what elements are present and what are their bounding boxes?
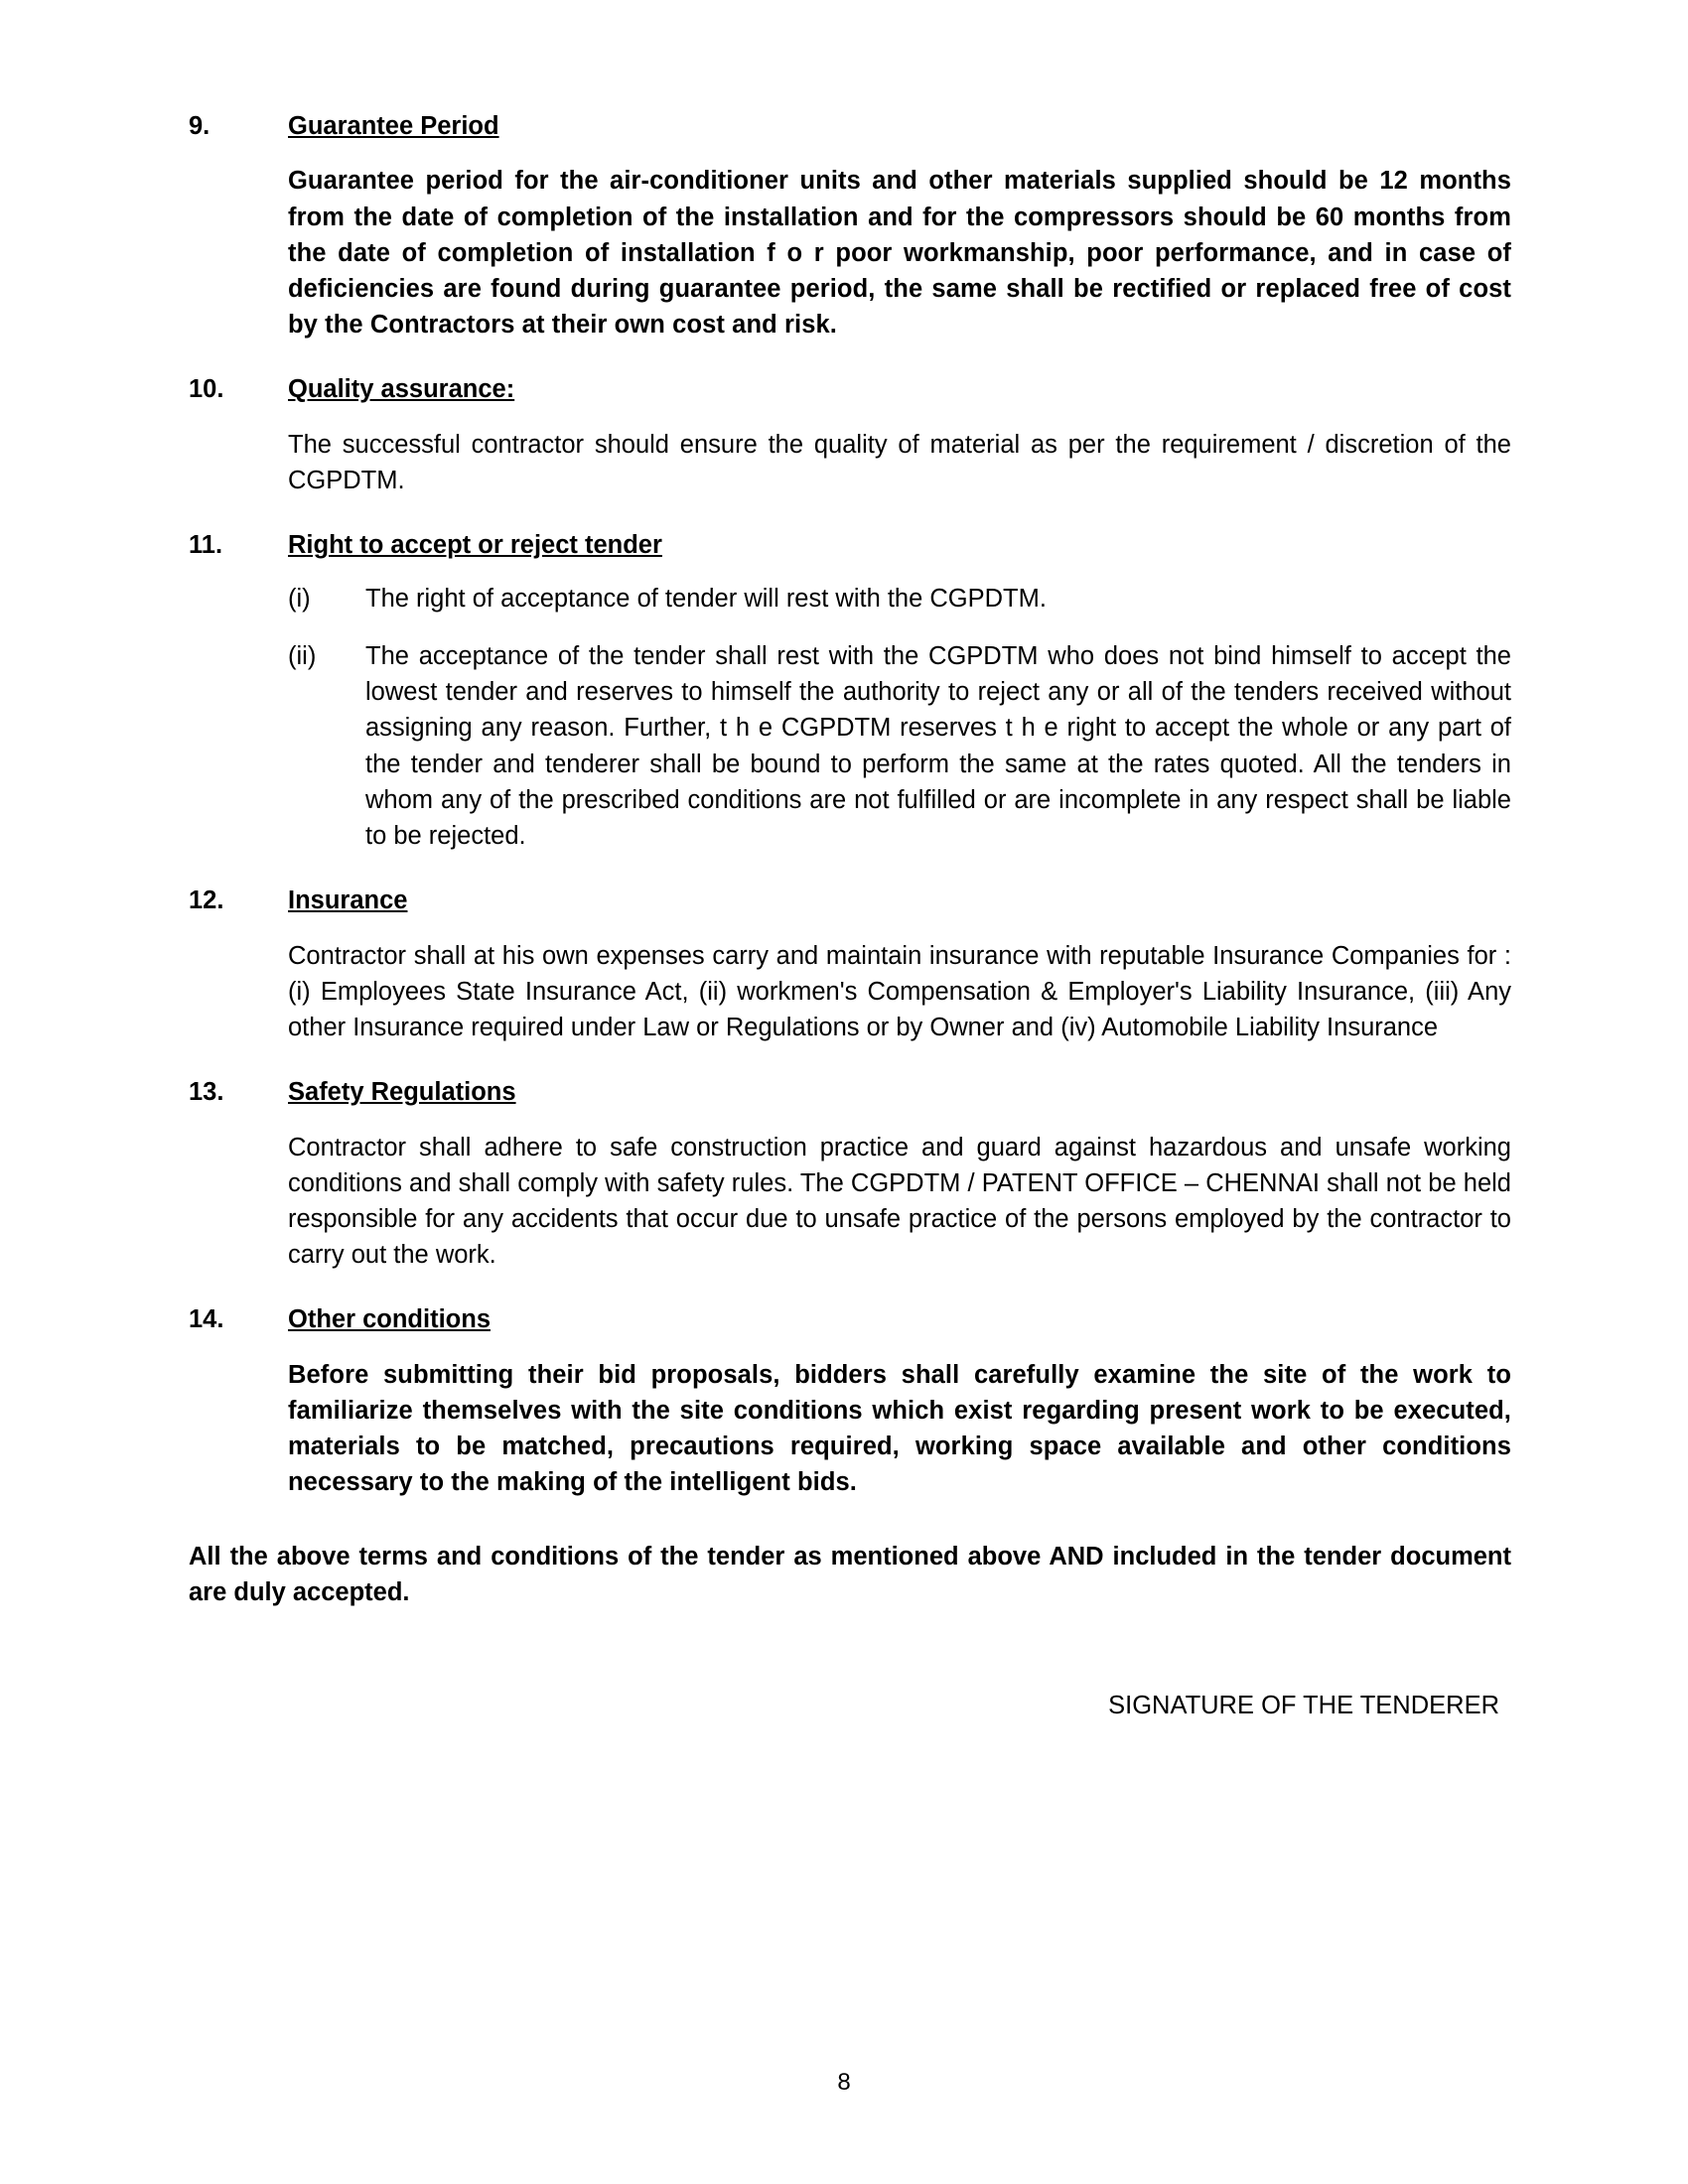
clause-number-13: 13. xyxy=(189,1078,224,1107)
clause-body-10: The successful contractor should ensure the quality of material as per the requirement / discretion of the CGPDTM. xyxy=(288,430,1511,495)
list-item-marker: (ii) xyxy=(288,641,317,670)
clause-number-10: 10. xyxy=(189,375,224,404)
clause-body-12: Contractor shall at his own expenses carry and maintain insurance with reputable Insurance Companies for : (i) Employees State Insurance Act, (ii) workmen's Compensation & Employer's Liability Insurance, (iii) Any other Insurance required under Law or Regulations or by Owner and (iv) Automobile Liability Insurance xyxy=(288,941,1511,1041)
closing-paragraph: All the above terms and conditions of the tender as mentioned above AND included in the tender document are duly accepted. xyxy=(189,1542,1511,1606)
clause-number-11: 11. xyxy=(189,531,223,560)
clause-title-12: Insurance xyxy=(288,887,408,915)
clause-11-sub-list xyxy=(288,581,1511,854)
clause-number-14: 14. xyxy=(189,1305,224,1334)
list-item xyxy=(288,581,1511,616)
clause-heading-10 xyxy=(189,372,1511,406)
list-item-text: The right of acceptance of tender will rest with the CGPDTM. xyxy=(365,584,1047,613)
clause-heading-14 xyxy=(189,1302,1511,1336)
clause-title-14: Other conditions xyxy=(288,1305,491,1334)
clause-title-10: Quality assurance: xyxy=(288,375,515,404)
list-item xyxy=(288,638,1511,854)
page-number: 8 xyxy=(837,2069,851,2096)
signature-label: SIGNATURE OF THE TENDERER xyxy=(1108,1692,1499,1720)
clause-body-14: Before submitting their bid proposals, bidders shall carefully examine the site of the work to familiarize themselves with the site conditions which exist regarding present work to be executed, materials to be matched, precautions required, working space available and other conditions necessary to the making of the intelligent bids. xyxy=(288,1360,1511,1497)
clause-number-9: 9. xyxy=(189,112,211,140)
clause-heading-12 xyxy=(189,884,1511,917)
clause-heading-9 xyxy=(189,109,1511,143)
clause-title-13: Safety Regulations xyxy=(288,1078,516,1107)
list-item-marker: (i) xyxy=(288,584,311,613)
list-item-text: The acceptance of the tender shall rest with the CGPDTM who does not bind himself to accept the lowest tender and reserves to himself the authority to reject any or all of the tenders received without assigning any reason. Further, t h e CGPDTM reserves t h e right to accept the whole or any part of the tender and tenderer shall be bound to perform the same at the rates quoted. All the tenders in whom any of the prescribed conditions are not fulfilled or are incomplete in any respect shall be liable to be rejected. xyxy=(365,641,1511,850)
clause-heading-13 xyxy=(189,1075,1511,1109)
clause-body-9: Guarantee period for the air-conditioner units and other materials supplied should be 12 months from the date of completion of the installation and for the compressors should be 60 months from the date of completion of installation f o r poor workmanship, poor performance, and in case of deficiencies are found during guarantee period, the same shall be rectified or replaced free of cost by the Contractors at their own cost and risk. xyxy=(288,167,1511,340)
clause-number-12: 12. xyxy=(189,887,224,915)
clause-heading-11 xyxy=(189,528,1511,562)
clause-title-9: Guarantee Period xyxy=(288,112,499,140)
clause-title-11: Right to accept or reject tender xyxy=(288,531,662,560)
clause-body-13: Contractor shall adhere to safe construction practice and guard against hazardous and unsafe working conditions and shall comply with safety rules. The CGPDTM / PATENT OFFICE – CHENNAI shall not be held responsible for any accidents that occur due to unsafe practice of the persons employed by the contractor to carry out the work. xyxy=(288,1133,1511,1270)
